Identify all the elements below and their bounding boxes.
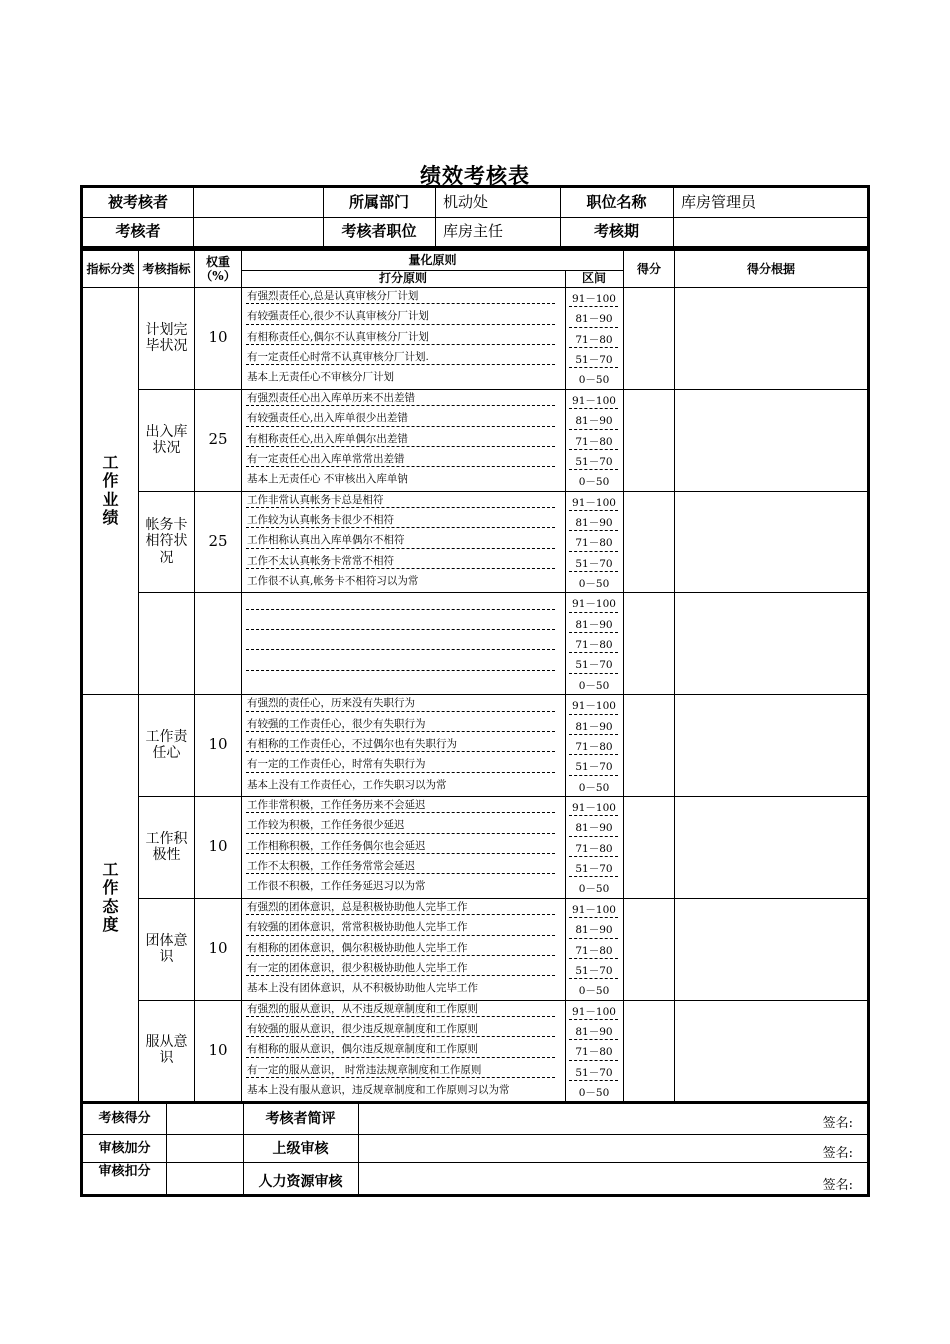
criterion-text: 工作较为积极，工作任务很少延迟 [247, 819, 405, 832]
score-field[interactable] [624, 1002, 673, 1100]
score-field[interactable] [624, 594, 673, 692]
criterion-text: 有强烈责任心,总是认真审核分厂计划 [247, 290, 419, 302]
criterion-text: 有相称的工作责任心，不过偶尔也有失职行为 [247, 737, 457, 750]
range-value: 81－90 [575, 313, 613, 326]
range-value: 81－90 [575, 720, 613, 733]
criterion-text: 工作相称认真出入库单偶尔不相符 [247, 534, 405, 547]
col-principle: 打分原则 [378, 270, 427, 285]
examiner-position-label: 考核者职位 [341, 222, 417, 241]
score-field[interactable] [624, 798, 673, 896]
criterion-text: 有强烈的团体意识，总是积极协助他人完毕工作 [247, 900, 468, 913]
range-value: 0－50 [578, 883, 610, 896]
criterion-text: 有较强责任心,出入库单很少出差错 [247, 412, 408, 425]
comment-field[interactable] [359, 1162, 808, 1194]
criterion-text: 基本上没有团体意识，从不积极协助他人完毕工作 [247, 982, 478, 995]
range-value: 81－90 [575, 822, 613, 835]
range-value: 71－80 [575, 333, 613, 346]
range-value: 0－50 [578, 1087, 610, 1100]
examiner-label: 考核者 [115, 222, 161, 241]
criterion-text: 有一定责任心时常不认真审核分厂计划. [247, 351, 429, 364]
criterion-text: 工作不太认真帐务卡常常不相符 [247, 554, 394, 567]
weight-value: 10 [208, 939, 228, 958]
criterion-text: 有相称责任心,偶尔不认真审核分厂计划 [247, 330, 429, 343]
weight-value: 25 [208, 430, 228, 449]
indicator-name [139, 592, 194, 694]
score-field[interactable] [624, 289, 673, 387]
position-field[interactable]: 库房管理员 [681, 192, 757, 211]
range-value: 51－70 [575, 455, 613, 468]
score-basis-field[interactable] [675, 696, 865, 794]
signature-label: 签名: [822, 1178, 853, 1193]
score-basis-field[interactable] [675, 493, 865, 591]
range-value: 71－80 [575, 435, 613, 448]
criterion-text: 基本上没有工作责任心，工作失职习以为常 [247, 778, 447, 791]
score-field[interactable] [624, 391, 673, 489]
criterion-text: 有一定的工作责任心，时常有失职行为 [247, 758, 426, 771]
score-field[interactable] [624, 900, 673, 998]
range-value: 91－100 [572, 496, 616, 509]
form-header [80, 185, 870, 249]
footer-left-label: 审核加分 [98, 1140, 151, 1156]
weight-value: 10 [208, 735, 228, 754]
score-field[interactable] [624, 493, 673, 591]
footer-left-label: 审核扣分 [98, 1164, 151, 1179]
criterion-text: 工作很不积极，工作任务延迟习以为常 [247, 880, 426, 893]
assessment-table [80, 249, 870, 1101]
criterion-text: 工作非常积极，工作任务历来不会延迟 [247, 799, 426, 811]
criterion-text: 有强烈的责任心，历来没有失职行为 [247, 697, 415, 710]
criterion-text: 有较强责任心,很少不认真审核分厂计划 [247, 310, 429, 323]
range-value: 91－100 [572, 700, 616, 713]
score-basis-field[interactable] [675, 900, 865, 998]
indicator-name: 工作责任心 [145, 728, 188, 762]
score-basis-field[interactable] [675, 289, 865, 387]
range-value: 81－90 [575, 618, 613, 631]
examiner-field[interactable] [193, 218, 323, 246]
appraisal-form [80, 185, 870, 1197]
criterion-text: 有一定的服从意识， 时常违法规章制度和工作原则 [247, 1063, 482, 1076]
score-field[interactable] [624, 696, 673, 794]
position-label: 职位名称 [586, 192, 647, 211]
weight-value: 10 [208, 837, 228, 856]
range-value: 0－50 [578, 781, 610, 794]
footer-mid-label: 人力资源审核 [258, 1173, 343, 1190]
footer-value-field[interactable] [167, 1104, 242, 1134]
range-value: 0－50 [578, 476, 610, 489]
weight-value [195, 592, 241, 694]
range-value: 51－70 [575, 964, 613, 977]
col-category: 指标分类 [86, 262, 135, 277]
criterion-text: 有相称的团体意识，偶尔积极协助他人完毕工作 [247, 941, 468, 954]
examinee-field[interactable] [193, 188, 323, 217]
criterion-text: 有一定责任心出入库单常常出差错 [247, 452, 405, 465]
signature-label: 签名: [822, 1116, 853, 1131]
col-weight: 权重（%） [200, 255, 236, 283]
indicator-name: 出入库状况 [145, 423, 188, 456]
range-value: 51－70 [575, 863, 613, 876]
range-value: 91－100 [572, 903, 616, 916]
range-value: 81－90 [575, 415, 613, 428]
form-footer [80, 1101, 870, 1197]
criterion-text: 有较强的工作责任心，很少有失职行为 [247, 717, 426, 730]
footer-left-label: 考核得分 [98, 1110, 151, 1126]
range-value: 71－80 [575, 842, 613, 855]
indicator-name: 帐务卡相符状况 [145, 517, 188, 566]
range-value: 71－80 [575, 537, 613, 550]
range-value: 71－80 [575, 944, 613, 957]
range-value: 81－90 [575, 924, 613, 937]
range-value: 0－50 [578, 679, 610, 692]
weight-value: 10 [208, 1040, 228, 1059]
comment-field[interactable] [359, 1104, 808, 1134]
range-value: 71－80 [575, 1046, 613, 1059]
criterion-text: 工作不太积极，工作任务常常会延迟 [247, 860, 415, 873]
criterion-text: 有相称的服从意识，偶尔违反规章制度和工作原则 [247, 1043, 478, 1056]
col-basis: 得分根据 [746, 262, 795, 277]
period-field[interactable] [673, 218, 867, 246]
range-value: 91－100 [572, 293, 616, 305]
department-field[interactable]: 机动处 [443, 192, 489, 211]
col-score: 得分 [636, 262, 661, 277]
range-value: 51－70 [575, 659, 613, 672]
criterion-text: 基本上无责任心不审核分厂计划 [247, 371, 394, 384]
score-basis-field[interactable] [675, 594, 865, 692]
footer-mid-label: 上级审核 [272, 1140, 329, 1157]
criterion-text: 工作相称积极，工作任务偶尔也会延迟 [247, 839, 426, 852]
criterion-text: 有强烈责任心出入库单历来不出差错 [247, 391, 415, 404]
score-basis-field[interactable] [675, 391, 865, 489]
score-basis-field[interactable] [675, 1002, 865, 1100]
range-value: 51－70 [575, 1066, 613, 1079]
page-title: 绩效考核表 [420, 163, 530, 188]
criterion-text: 有强烈的服从意识，从不违反规章制度和工作原则 [247, 1002, 478, 1015]
weight-value: 25 [208, 531, 228, 550]
criterion-text: 基本上没有服从意识，违反规章制度和工作原则习以为常 [247, 1084, 510, 1097]
range-value: 51－70 [575, 761, 613, 774]
examinee-label: 被考核者 [107, 192, 168, 211]
range-value: 71－80 [575, 740, 613, 753]
criterion-text: 工作较为认真帐务卡很少不相符 [247, 513, 394, 526]
range-value: 91－100 [572, 802, 616, 814]
criterion-text: 有较强的团体意识，常常积极协助他人完毕工作 [247, 921, 468, 934]
range-value: 81－90 [575, 1025, 613, 1038]
range-value: 71－80 [575, 639, 613, 652]
examiner-position-field[interactable]: 库房主任 [443, 222, 504, 241]
score-basis-field[interactable] [675, 798, 865, 896]
range-value: 0－50 [578, 985, 610, 998]
criterion-text: 工作很不认真,帐务卡不相符习以为常 [247, 575, 419, 588]
criterion-text: 工作非常认真帐务卡总是相符 [247, 493, 384, 506]
period-label: 考核期 [593, 222, 639, 241]
department-label: 所属部门 [348, 192, 409, 211]
col-indicator: 考核指标 [142, 262, 191, 277]
range-value: 91－100 [572, 598, 616, 611]
indicator-name: 服从意识 [145, 1034, 188, 1067]
comment-field[interactable] [359, 1134, 808, 1164]
indicator-name: 团体意识 [145, 932, 188, 965]
range-value: 91－100 [572, 1005, 616, 1018]
criterion-text: 基本上无责任心 不审核出入库单钠 [247, 473, 408, 486]
criterion-text: 有较强的服从意识，很少违反规章制度和工作原则 [247, 1022, 478, 1035]
indicator-name: 工作积极性 [145, 830, 188, 863]
range-value: 0－50 [578, 374, 610, 387]
weight-value: 10 [208, 328, 228, 347]
range-value: 51－70 [575, 354, 613, 367]
criterion-text: 有一定的团体意识，很少积极协助他人完毕工作 [247, 961, 468, 974]
category-work-attitude: 工作态度 [102, 860, 119, 935]
range-value: 51－70 [575, 557, 613, 570]
category-work-performance: 工作业绩 [102, 452, 119, 527]
range-value: 91－100 [572, 394, 616, 407]
footer-value-field[interactable] [167, 1134, 242, 1164]
footer-value-field[interactable] [167, 1162, 242, 1194]
range-value: 0－50 [578, 578, 610, 591]
range-value: 81－90 [575, 516, 613, 529]
indicator-name: 计划完毕状况 [145, 321, 188, 354]
criterion-text: 有相称责任心,出入库单偶尔出差错 [247, 432, 408, 445]
col-range: 区间 [581, 270, 606, 285]
col-quant: 量化原则 [408, 253, 457, 268]
footer-mid-label: 考核者简评 [265, 1110, 336, 1127]
signature-label: 签名: [822, 1146, 853, 1161]
